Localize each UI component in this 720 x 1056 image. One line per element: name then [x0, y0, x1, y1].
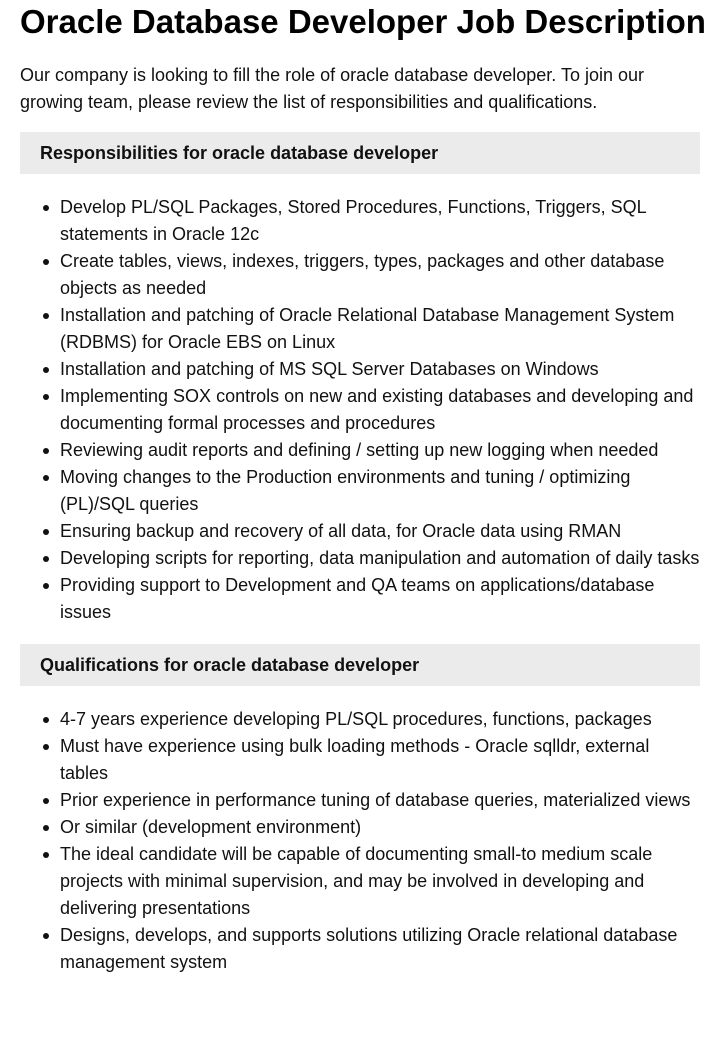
responsibilities-list	[20, 194, 700, 626]
qualifications-list	[20, 706, 700, 976]
list-item: Create tables, views, indexes, triggers, types, packages and other database objects as needed	[60, 248, 700, 302]
list-item: Or similar (development environment)	[60, 814, 700, 841]
list-item: Develop PL/SQL Packages, Stored Procedures, Functions, Triggers, SQL statements in Oracle 12c	[60, 194, 700, 248]
list-item: The ideal candidate will be capable of documenting small-to medium scale projects with minimal supervision, and may be involved in developing and delivering presentations	[60, 841, 700, 922]
list-item: Moving changes to the Production environments and tuning / optimizing (PL)/SQL queries	[60, 464, 700, 518]
list-item: Must have experience using bulk loading methods - Oracle sqlldr, external tables	[60, 733, 700, 787]
list-item: Ensuring backup and recovery of all data, for Oracle data using RMAN	[60, 518, 700, 545]
intro-paragraph: Our company is looking to fill the role of oracle database developer. To join our growing team, please review the list of responsibilities and qualifications.	[20, 65, 645, 112]
page-title: Oracle Database Developer Job Description	[20, 3, 706, 40]
list-item: 4-7 years experience developing PL/SQL procedures, functions, packages	[60, 706, 700, 733]
list-item: Installation and patching of MS SQL Server Databases on Windows	[60, 356, 700, 383]
list-item: Developing scripts for reporting, data manipulation and automation of daily tasks	[60, 545, 700, 572]
list-item: Designs, develops, and supports solutions utilizing Oracle relational database management system	[60, 922, 700, 976]
list-item: Prior experience in performance tuning of database queries, materialized views	[60, 787, 700, 814]
list-item: Installation and patching of Oracle Relational Database Management System (RDBMS) for Oracle EBS on Linux	[60, 302, 700, 356]
list-item: Implementing SOX controls on new and existing databases and developing and documenting formal processes and procedures	[60, 383, 700, 437]
list-item: Reviewing audit reports and defining / setting up new logging when needed	[60, 437, 700, 464]
qualifications-heading: Qualifications for oracle database developer	[20, 644, 700, 686]
responsibilities-heading: Responsibilities for oracle database developer	[20, 132, 700, 174]
list-item: Providing support to Development and QA teams on applications/database issues	[60, 572, 700, 626]
